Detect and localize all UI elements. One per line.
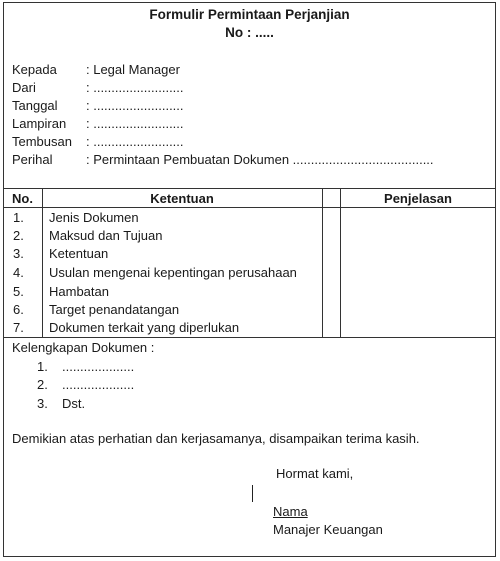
table-header-ketentuan: Ketentuan [150, 191, 214, 206]
field-tanggal [12, 97, 184, 115]
table-header-penjelasan: Penjelasan [384, 191, 452, 206]
field-label: Tanggal [12, 98, 58, 113]
field-perihal [12, 151, 434, 169]
table-row-item: Usulan mengenai kepentingan perusahaan [49, 265, 297, 280]
table-row-item: Jenis Dokumen [49, 210, 139, 225]
kelengkapan-item-value: .................... [62, 359, 135, 374]
closing-text: Demikian atas perhatian dan kerjasamanya, disampaikan terima kasih. [12, 431, 420, 446]
field-label: Dari [12, 80, 36, 95]
table-row-item: Dokumen terkait yang diperlukan [49, 320, 240, 335]
table-header-no: No. [12, 191, 33, 206]
signature-name: Nama [273, 504, 308, 519]
table-row-no: 7. [13, 320, 24, 335]
signature-position: Manajer Keuangan [273, 522, 383, 537]
table-row-no: 2. [13, 228, 24, 243]
table-row-no: 1. [13, 210, 24, 225]
table-top-border [3, 188, 496, 189]
field-value: : Permintaan Pembuatan Dokumen ....................................... [86, 152, 434, 167]
kelengkapan-item-no: 3. [37, 396, 48, 411]
col-divider-no [42, 188, 43, 337]
kelengkapan-item-no: 2. [37, 377, 48, 392]
text-cursor [252, 485, 253, 502]
field-value: : ......................... [86, 98, 184, 113]
field-value: : ......................... [86, 134, 184, 149]
table-row-item: Hambatan [49, 284, 109, 299]
kelengkapan-title: Kelengkapan Dokumen : [12, 340, 155, 355]
field-lampiran [12, 115, 184, 133]
table-row-no: 4. [13, 265, 24, 280]
table-row-no: 3. [13, 246, 24, 261]
table-row-no: 5. [13, 284, 24, 299]
form-title: Formulir Permintaan Perjanjian [149, 7, 350, 22]
signature-greeting: Hormat kami, [276, 466, 354, 481]
field-label: Perihal [12, 152, 53, 167]
col-divider-penjelasan [340, 188, 341, 337]
field-value: : ......................... [86, 80, 184, 95]
table-row-item: Maksud dan Tujuan [49, 228, 163, 243]
table-bottom-border [3, 337, 496, 338]
field-tembusan [12, 133, 184, 151]
kelengkapan-item-no: 1. [37, 359, 48, 374]
field-value: : Legal Manager [86, 62, 180, 77]
kelengkapan-item-value: .................... [62, 377, 135, 392]
table-row-item: Target penandatangan [49, 302, 180, 317]
table-row-item: Ketentuan [49, 246, 109, 261]
field-kepada [12, 61, 180, 79]
field-label: Tembusan [12, 134, 72, 149]
kelengkapan-item-value: Dst. [62, 396, 86, 411]
field-label: Kepada [12, 62, 57, 77]
col-divider-ketentuan [322, 188, 323, 337]
field-dari [12, 79, 184, 97]
table-row-no: 6. [13, 302, 24, 317]
form-number: No : ..... [225, 25, 274, 40]
field-value: : ......................... [86, 116, 184, 131]
field-label: Lampiran [12, 116, 67, 131]
